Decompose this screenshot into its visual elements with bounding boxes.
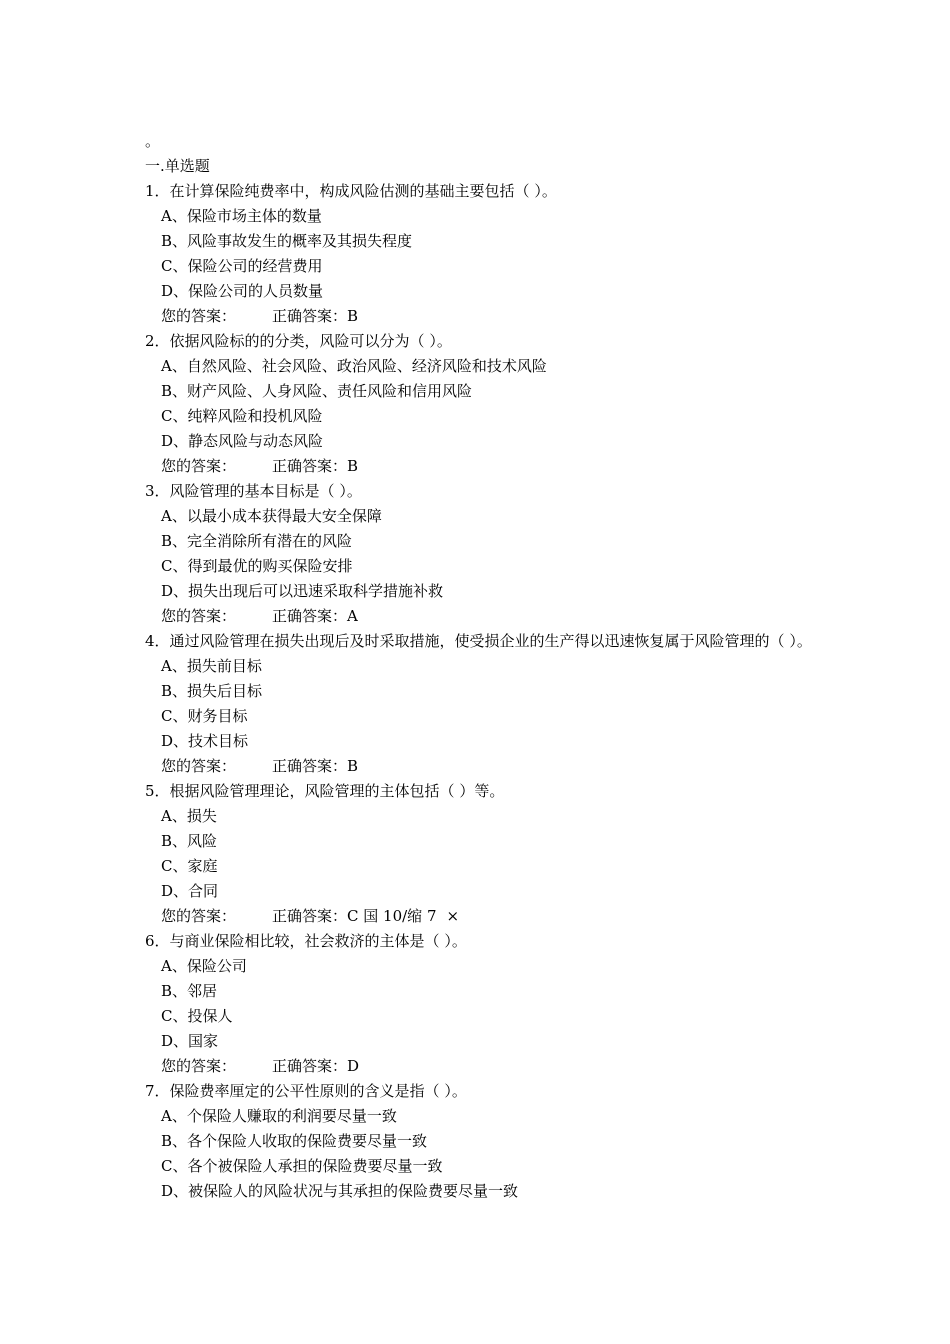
option-item: B、风险 [161,832,218,850]
option-item: B、财产风险、人身风险、责任风险和信用风险 [161,382,473,400]
your-answer-label: 您的答案： [161,1057,237,1075]
option-item: A、自然风险、社会风险、政治风险、经济风险和技术风险 [161,357,547,375]
question-stem: 1．在计算保险纯费率中，构成风险估测的基础主要包括（ ）。 [145,182,557,200]
lead-mark: 。 [145,132,161,150]
option-item: A、损失前目标 [161,657,262,675]
option-item: D、静态风险与动态风险 [161,432,324,450]
correct-answer-value: D [347,1057,360,1075]
your-answer-label: 您的答案： [161,757,237,775]
option-item: A、以最小成本获得最大安全保障 [161,507,382,525]
correct-answer-label: 正确答案： [272,607,348,625]
section-title: 一.单选题 [145,157,210,175]
option-item: B、风险事故发生的概率及其损失程度 [161,232,413,250]
wrong-mark-icon: × [446,907,460,925]
option-item: D、被保险人的风险状况与其承担的保险费要尽量一致 [161,1182,519,1200]
option-item: B、邻居 [161,982,218,1000]
answer-row [145,754,825,779]
option-item: A、保险公司 [161,957,247,975]
question-block [145,329,825,479]
correct-answer-label: 正确答案： [272,907,348,925]
correct-answer-value: B [347,307,359,325]
option-item: C、保险公司的经营费用 [161,257,323,275]
question-stem: 6．与商业保险相比较，社会救济的主体是（ ）。 [145,932,467,950]
question-list [145,179,825,1204]
question-stem: 5．根据风险管理理论，风险管理的主体包括（ ）等。 [145,782,505,800]
option-item: B、各个保险人收取的保险费要尽量一致 [161,1132,428,1150]
option-item: D、保险公司的人员数量 [161,282,324,300]
option-item: C、投保人 [161,1007,233,1025]
option-item: C、财务目标 [161,707,248,725]
answer-row [145,454,825,479]
question-stem: 3．风险管理的基本目标是（ ）。 [145,482,362,500]
option-item: C、得到最优的购买保险安排 [161,557,353,575]
answer-row [145,604,825,629]
option-item: C、各个被保险人承担的保险费要尽量一致 [161,1157,443,1175]
question-block [145,929,825,1079]
your-answer-label: 您的答案： [161,907,237,925]
option-item: D、损失出现后可以迅速采取科学措施补救 [161,582,444,600]
question-block [145,179,825,329]
correct-answer-label: 正确答案： [272,757,348,775]
correct-answer-label: 正确答案： [272,457,348,475]
correct-answer-label: 正确答案： [272,1057,348,1075]
correct-answer-value: B [347,457,359,475]
question-stem: 4．通过风险管理在损失出现后及时采取措施，使受损企业的生产得以迅速恢复属于风险管理的（ ）。 [145,632,812,650]
question-stem: 7．保险费率厘定的公平性原则的含义是指（ ）。 [145,1082,467,1100]
your-answer-label: 您的答案： [161,457,237,475]
question-block [145,629,825,779]
correct-answer-label: 正确答案： [272,307,348,325]
answer-row [145,1054,825,1079]
answer-row [145,904,825,929]
answer-row [145,304,825,329]
correct-answer-value: B [347,757,359,775]
document-page [145,129,825,1204]
question-block [145,779,825,929]
option-item: C、纯粹风险和投机风险 [161,407,323,425]
option-item: A、个保险人赚取的利润要尽量一致 [161,1107,397,1125]
option-item: C、家庭 [161,857,218,875]
question-stem: 2．依据风险标的的分类，风险可以分为（ ）。 [145,332,452,350]
question-block [145,1079,825,1204]
correct-answer-value: A [347,607,358,625]
option-item: A、损失 [161,807,217,825]
your-answer-label: 您的答案： [161,607,237,625]
option-item: B、损失后目标 [161,682,263,700]
option-item: D、技术目标 [161,732,249,750]
correct-answer-value: C 国 10/缩 7 [347,907,437,925]
option-item: D、合同 [161,882,219,900]
your-answer-label: 您的答案： [161,307,237,325]
option-item: A、保险市场主体的数量 [161,207,322,225]
option-item: B、完全消除所有潜在的风险 [161,532,353,550]
question-block [145,479,825,629]
option-item: D、国家 [161,1032,219,1050]
